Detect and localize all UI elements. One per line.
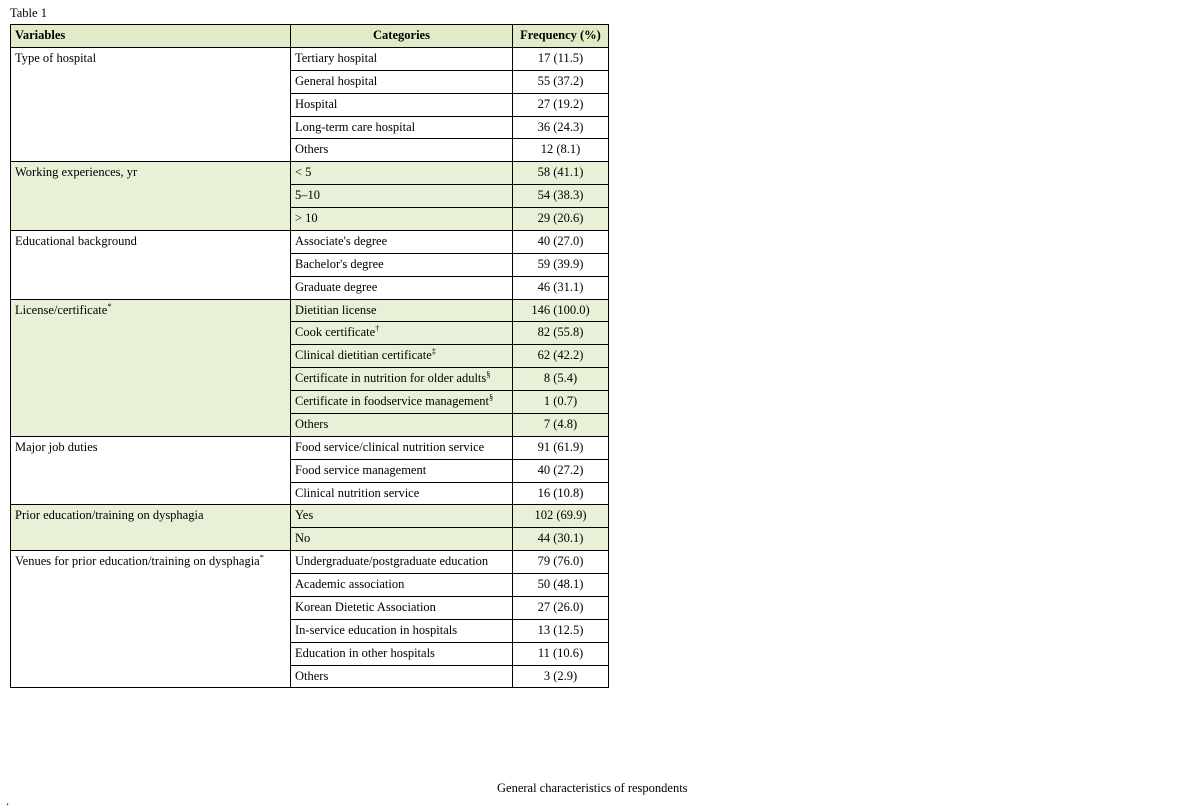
category-cell: < 5 <box>291 162 513 185</box>
table-label: Table 1 <box>10 6 47 20</box>
category-cell: Graduate degree <box>291 276 513 299</box>
frequency-cell: 13 (12.5) <box>513 619 609 642</box>
frequency-cell: 40 (27.0) <box>513 230 609 253</box>
frequency-cell: 82 (55.8) <box>513 322 609 345</box>
category-footnote-mark: ‡ <box>431 346 436 357</box>
table-row <box>11 505 609 528</box>
table-row <box>11 47 609 70</box>
frequency-cell: 3 (2.9) <box>513 665 609 688</box>
category-cell: > 10 <box>291 208 513 231</box>
frequency-cell: 146 (100.0) <box>513 299 609 322</box>
category-cell: Long-term care hospital <box>291 116 513 139</box>
table-row <box>11 551 609 574</box>
category-cell: Certificate in foodservice management§ <box>291 391 513 414</box>
frequency-cell: 40 (27.2) <box>513 459 609 482</box>
category-cell: Others <box>291 139 513 162</box>
table-row <box>11 299 609 322</box>
frequency-cell: 27 (19.2) <box>513 93 609 116</box>
category-cell: In-service education in hospitals <box>291 619 513 642</box>
table-row <box>11 162 609 185</box>
category-footnote-mark: † <box>375 323 380 334</box>
footer-mark: . <box>6 794 10 808</box>
category-cell: Dietitian license <box>291 299 513 322</box>
variable-footnote-mark: * <box>107 300 112 311</box>
table-header <box>11 25 609 48</box>
category-cell: Yes <box>291 505 513 528</box>
category-cell: Academic association <box>291 574 513 597</box>
frequency-cell: 27 (26.0) <box>513 596 609 619</box>
frequency-cell: 91 (61.9) <box>513 436 609 459</box>
category-cell: Clinical nutrition service <box>291 482 513 505</box>
variable-cell: Working experiences, yr <box>11 162 291 231</box>
frequency-cell: 44 (30.1) <box>513 528 609 551</box>
frequency-cell: 55 (37.2) <box>513 70 609 93</box>
frequency-cell: 8 (5.4) <box>513 368 609 391</box>
table-row <box>11 230 609 253</box>
category-cell: Others <box>291 413 513 436</box>
variable-footnote-mark: * <box>259 551 264 562</box>
general-characteristics-table <box>10 24 609 688</box>
category-cell: General hospital <box>291 70 513 93</box>
frequency-cell: 102 (69.9) <box>513 505 609 528</box>
variable-cell: Major job duties <box>11 436 291 505</box>
category-footnote-mark: § <box>486 368 491 379</box>
category-cell: Food service management <box>291 459 513 482</box>
frequency-cell: 16 (10.8) <box>513 482 609 505</box>
frequency-cell: 54 (38.3) <box>513 185 609 208</box>
category-cell: Cook certificate† <box>291 322 513 345</box>
variable-cell: Type of hospital <box>11 47 291 161</box>
column-header-variables: Variables <box>11 25 291 48</box>
table-row <box>11 436 609 459</box>
variable-cell: Venues for prior education/training on dysphagia* <box>11 551 291 688</box>
frequency-cell: 46 (31.1) <box>513 276 609 299</box>
category-cell: Food service/clinical nutrition service <box>291 436 513 459</box>
table-caption: General characteristics of respondents <box>497 781 688 795</box>
category-cell: Korean Dietetic Association <box>291 596 513 619</box>
column-header-categories: Categories <box>291 25 513 48</box>
table-body <box>11 47 609 688</box>
frequency-cell: 36 (24.3) <box>513 116 609 139</box>
category-cell: Education in other hospitals <box>291 642 513 665</box>
category-cell: Associate's degree <box>291 230 513 253</box>
frequency-cell: 59 (39.9) <box>513 253 609 276</box>
category-cell: Undergraduate/postgraduate education <box>291 551 513 574</box>
frequency-cell: 12 (8.1) <box>513 139 609 162</box>
category-cell: Tertiary hospital <box>291 47 513 70</box>
category-cell: 5–10 <box>291 185 513 208</box>
frequency-cell: 29 (20.6) <box>513 208 609 231</box>
category-cell: Certificate in nutrition for older adults§ <box>291 368 513 391</box>
frequency-cell: 79 (76.0) <box>513 551 609 574</box>
category-cell: Clinical dietitian certificate‡ <box>291 345 513 368</box>
variable-cell: License/certificate* <box>11 299 291 436</box>
frequency-cell: 58 (41.1) <box>513 162 609 185</box>
frequency-cell: 11 (10.6) <box>513 642 609 665</box>
frequency-cell: 17 (11.5) <box>513 47 609 70</box>
category-cell: No <box>291 528 513 551</box>
variable-cell: Prior education/training on dysphagia <box>11 505 291 551</box>
variable-cell: Educational background <box>11 230 291 299</box>
category-cell: Others <box>291 665 513 688</box>
category-footnote-mark: § <box>489 391 494 402</box>
category-cell: Bachelor's degree <box>291 253 513 276</box>
table-header-row <box>11 25 609 48</box>
frequency-cell: 50 (48.1) <box>513 574 609 597</box>
frequency-cell: 62 (42.2) <box>513 345 609 368</box>
frequency-cell: 7 (4.8) <box>513 413 609 436</box>
category-cell: Hospital <box>291 93 513 116</box>
column-header-frequency: Frequency (%) <box>513 25 609 48</box>
frequency-cell: 1 (0.7) <box>513 391 609 414</box>
